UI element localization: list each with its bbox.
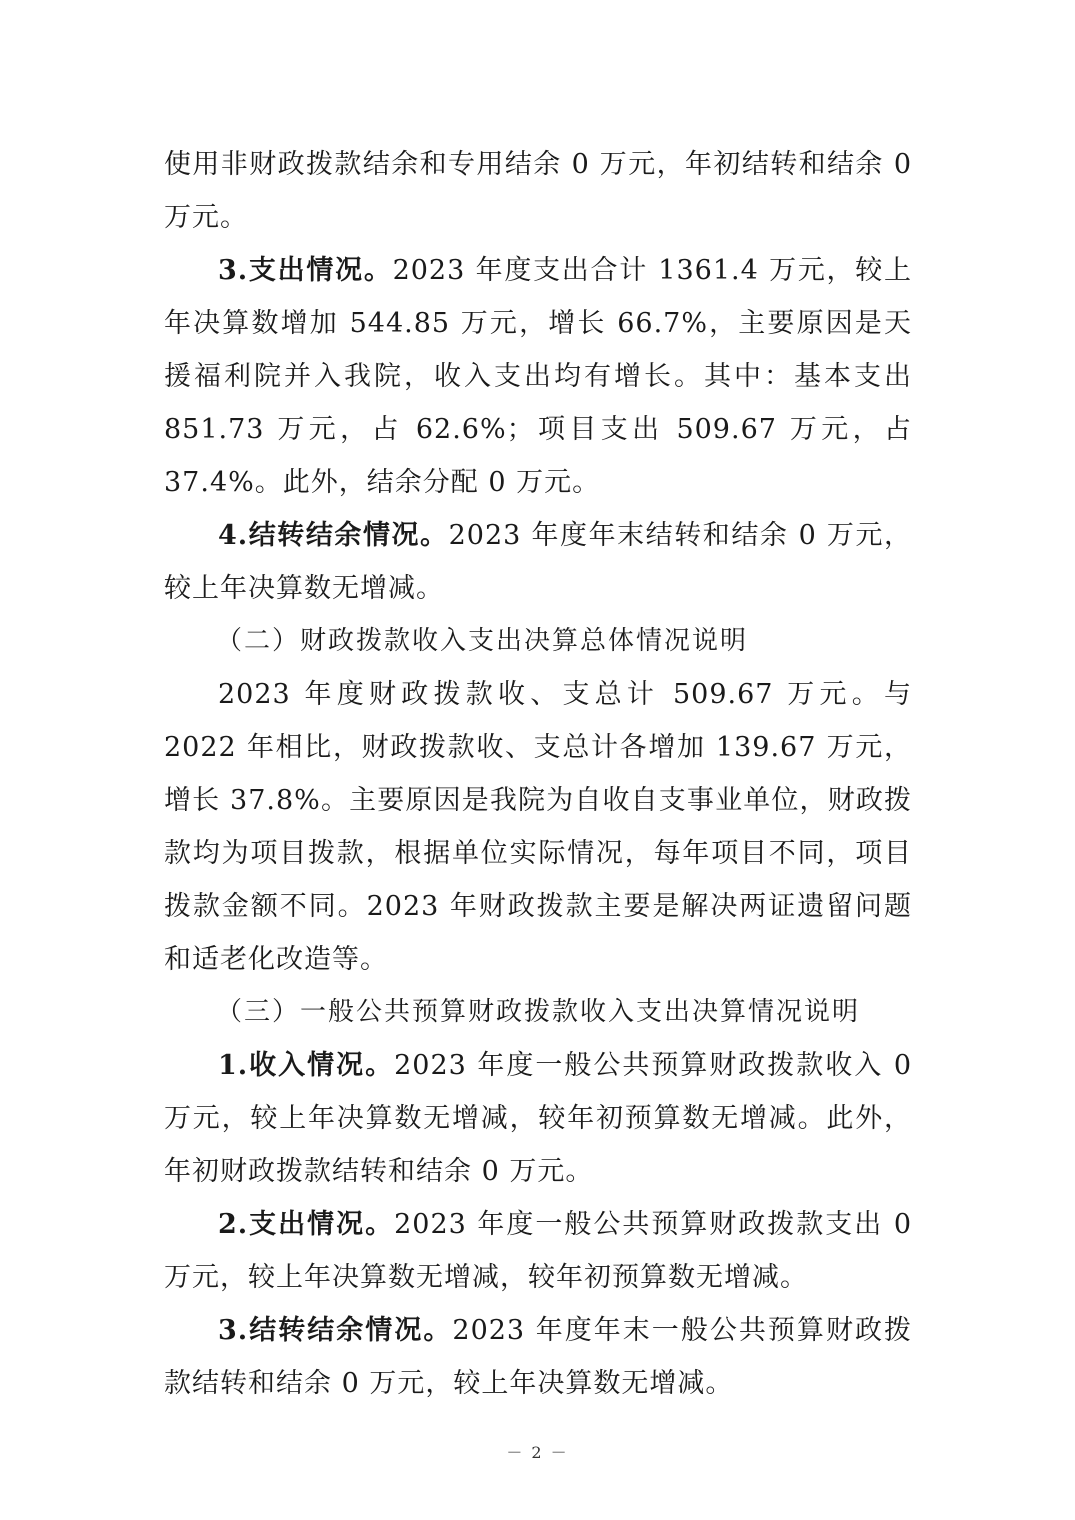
- paragraph-heading: 3.支出情况。: [218, 255, 393, 286]
- paragraph-text: 2023 年度一般公共预算财政拨款收入 0 万元，较上年决算数无增减，较年初预算数无增减。此外，年初财政拨款结转和结余 0 万元。: [164, 1050, 912, 1187]
- paragraph-carryover: [164, 509, 912, 615]
- paragraph-text: 使用非财政拨款结余和专用结余 0 万元，年初结转和结余 0 万元。: [164, 149, 912, 233]
- page-number: － 2 －: [506, 1443, 569, 1462]
- paragraph-general-expenditure: [164, 1198, 912, 1304]
- section-heading-2: （二）财政拨款收入支出决算总体情况说明: [216, 626, 749, 656]
- paragraph-fiscal-total: [164, 668, 912, 986]
- section-heading-3: （三）一般公共预算财政拨款收入支出决算情况说明: [216, 997, 861, 1027]
- document-body: [164, 138, 912, 1410]
- paragraph-general-carryover: [164, 1304, 912, 1410]
- paragraph-heading: 4.结转结余情况。: [218, 520, 449, 551]
- paragraph-heading: 1.收入情况。: [218, 1050, 395, 1081]
- paragraph-heading: 2.支出情况。: [218, 1209, 395, 1240]
- paragraph-text: 2023 年度财政拨款收、支总计 509.67 万元。与 2022 年相比，财政拨款收、支总计各增加 139.67 万元，增长 37.8%。主要原因是我院为自收自支事业单位，财政拨款均为项目拨款，根据单位实际情况，每年项目不同，项目拨款金额不同。2023 年财政拨款主要是解决两证遗留问题和适老化改造等。: [164, 679, 912, 975]
- paragraph-text: 2023 年度一般公共预算财政拨款支出 0 万元，较上年决算数无增减，较年初预算数无增减。: [164, 1209, 912, 1293]
- paragraph-income: [164, 1039, 912, 1198]
- paragraph-expenditure: [164, 244, 912, 509]
- paragraph-text: 2023 年度年末一般公共预算财政拨款结转和结余 0 万元，较上年决算数无增减。: [164, 1315, 913, 1399]
- paragraph-continuation: [164, 138, 912, 244]
- paragraph-text: 2023 年度年末结转和结余 0 万元，较上年决算数无增减。: [164, 520, 913, 604]
- paragraph-heading: 3.结转结余情况。: [218, 1315, 453, 1346]
- paragraph-text: 2023 年度支出合计 1361.4 万元，较上年决算数增加 544.85 万元，增长 66.7%，主要原因是天援福利院并入我院，收入支出均有增长。其中：基本支出 851.73 万元，占 62.6%；项目支出 509.67 万元，占 37.4%。此外，结余分配 0 万元。: [164, 255, 913, 498]
